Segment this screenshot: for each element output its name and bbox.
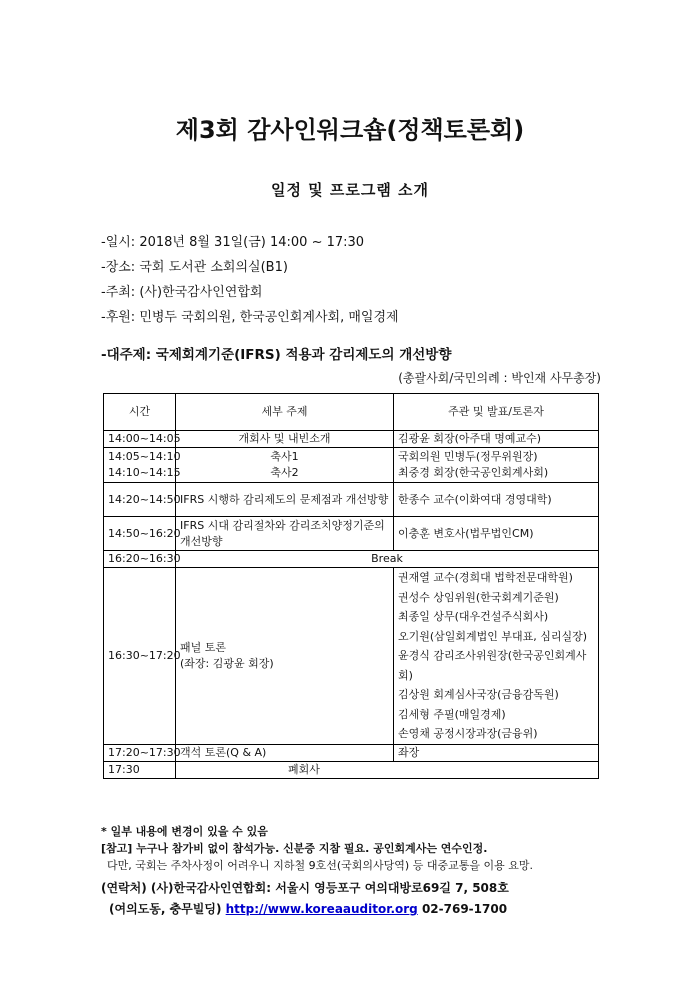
note-change-notice: * 일부 내용에 변경이 있을 수 있음 xyxy=(101,825,268,838)
contact-address: (연락처) (사)한국감사인연합회: 서울시 영등포구 여의대방로69길 7, 508호 xyxy=(101,881,509,895)
note-reference: [참고] 누구나 참가비 없이 참석가능. 신분증 지참 필요. 공인회계사는 연수인정. xyxy=(101,842,488,855)
table-row xyxy=(104,568,599,745)
row-topic: 객석 토론(Q & A) xyxy=(176,744,394,761)
row-presenter: 한종수 교수(이화여대 경영대학) xyxy=(394,483,599,517)
panel-topic-title: 패널 토론 xyxy=(180,640,227,654)
row-presenter: 국회의원 민병두(정무위원장) xyxy=(394,448,599,466)
row-time: 14:50~16:20 xyxy=(104,517,176,551)
panelist: 김상원 회계심사국장(금융감독원) xyxy=(398,688,559,701)
row-time: 17:30 xyxy=(104,761,176,778)
panelist: 김세형 주필(매일경제) xyxy=(398,707,506,721)
main-theme: -대주제: 국제회계기준(IFRS) 적용과 감리제도의 개선방향 xyxy=(101,347,452,363)
table-row xyxy=(104,431,599,448)
info-venue: -장소: 국회 도서관 소회의실(B1) xyxy=(101,260,288,275)
table-row xyxy=(104,483,599,517)
panelist: 최종일 상무(대우건설주식회사) xyxy=(398,610,549,623)
table-row xyxy=(104,465,599,483)
row-topic: 축사2 xyxy=(176,465,394,483)
row-time: 17:20~17:30 xyxy=(104,744,176,761)
page-title: 제3회 감사인워크숍(정책토론회) xyxy=(175,116,525,144)
notes xyxy=(101,823,533,874)
row-topic: 축사1 xyxy=(176,448,394,466)
table-row xyxy=(104,448,599,466)
row-topic: Break xyxy=(176,551,599,568)
website-link[interactable]: http://www.koreaauditor.org xyxy=(225,902,418,916)
event-info xyxy=(101,230,399,330)
panelist: 권재열 교수(경희대 법학전문대학원) xyxy=(398,571,573,584)
contact-building: (여의도동, 충무빌딩) xyxy=(109,902,222,916)
panelist-list xyxy=(394,568,599,745)
row-time: 14:05~14:10 xyxy=(104,448,176,466)
panelist: 손영채 공정시장과장(금융위) xyxy=(398,727,538,740)
header-time: 시간 xyxy=(104,394,176,431)
row-time: 16:20~16:30 xyxy=(104,551,176,568)
row-topic: 폐회사 xyxy=(176,761,599,778)
row-topic: IFRS 시대 감리절차와 감리조치양정기준의 개선방향 xyxy=(176,517,394,551)
table-header-row xyxy=(104,394,599,431)
contact-info xyxy=(101,878,509,920)
panelist: 오기원(삼일회계법인 부대표, 심리실장) xyxy=(398,629,588,643)
info-date: -일시: 2018년 8월 31일(금) 14:00 ~ 17:30 xyxy=(101,235,365,250)
panel-topic-chair: (좌장: 김광윤 회장) xyxy=(180,656,274,670)
info-sponsor: -후원: 민병두 국회의원, 한국공인회계사회, 매일경제 xyxy=(101,310,399,325)
table-row xyxy=(104,517,599,551)
row-presenter: 좌장 xyxy=(394,744,599,761)
page-subtitle: 일정 및 프로그램 소개 xyxy=(270,181,430,199)
header-presenter: 주관 및 발표/토론자 xyxy=(394,394,599,431)
panelist: 윤경식 감리조사위원장(한국공인회계사회) xyxy=(398,649,587,682)
row-time: 14:10~14:15 xyxy=(104,465,176,483)
row-time: 14:20~14:50 xyxy=(104,483,176,517)
row-presenter: 이충훈 변호사(법무법인CM) xyxy=(394,517,599,551)
panelist: 권성수 상임위원(한국회계기준원) xyxy=(398,590,559,604)
master-of-ceremonies: (총괄사회/국민의례 : 박인재 사무총장) xyxy=(398,371,601,385)
table-row xyxy=(104,744,599,761)
row-topic: IFRS 시행하 감리제도의 문제점과 개선방향 xyxy=(176,483,394,517)
contact-line2 xyxy=(101,899,509,920)
table-row xyxy=(104,551,599,568)
header-topic: 세부 주제 xyxy=(176,394,394,431)
note-transport: 다만, 국회는 주차사정이 어려우니 지하철 9호선(국회의사당역) 등 대중교통을 이용 요망. xyxy=(107,859,533,872)
row-presenter: 김광윤 회장(아주대 명예교수) xyxy=(394,431,599,448)
table-row xyxy=(104,761,599,778)
row-time: 14:00~14:05 xyxy=(104,431,176,448)
row-presenter: 최중경 회장(한국공인회계사회) xyxy=(394,465,599,483)
row-topic: 개회사 및 내빈소개 xyxy=(176,431,394,448)
info-host: -주최: (사)한국감사인연합회 xyxy=(101,285,263,300)
row-topic xyxy=(176,568,394,745)
schedule-table xyxy=(103,393,599,779)
contact-phone: 02-769-1700 xyxy=(421,902,508,916)
row-time: 16:30~17:20 xyxy=(104,568,176,745)
